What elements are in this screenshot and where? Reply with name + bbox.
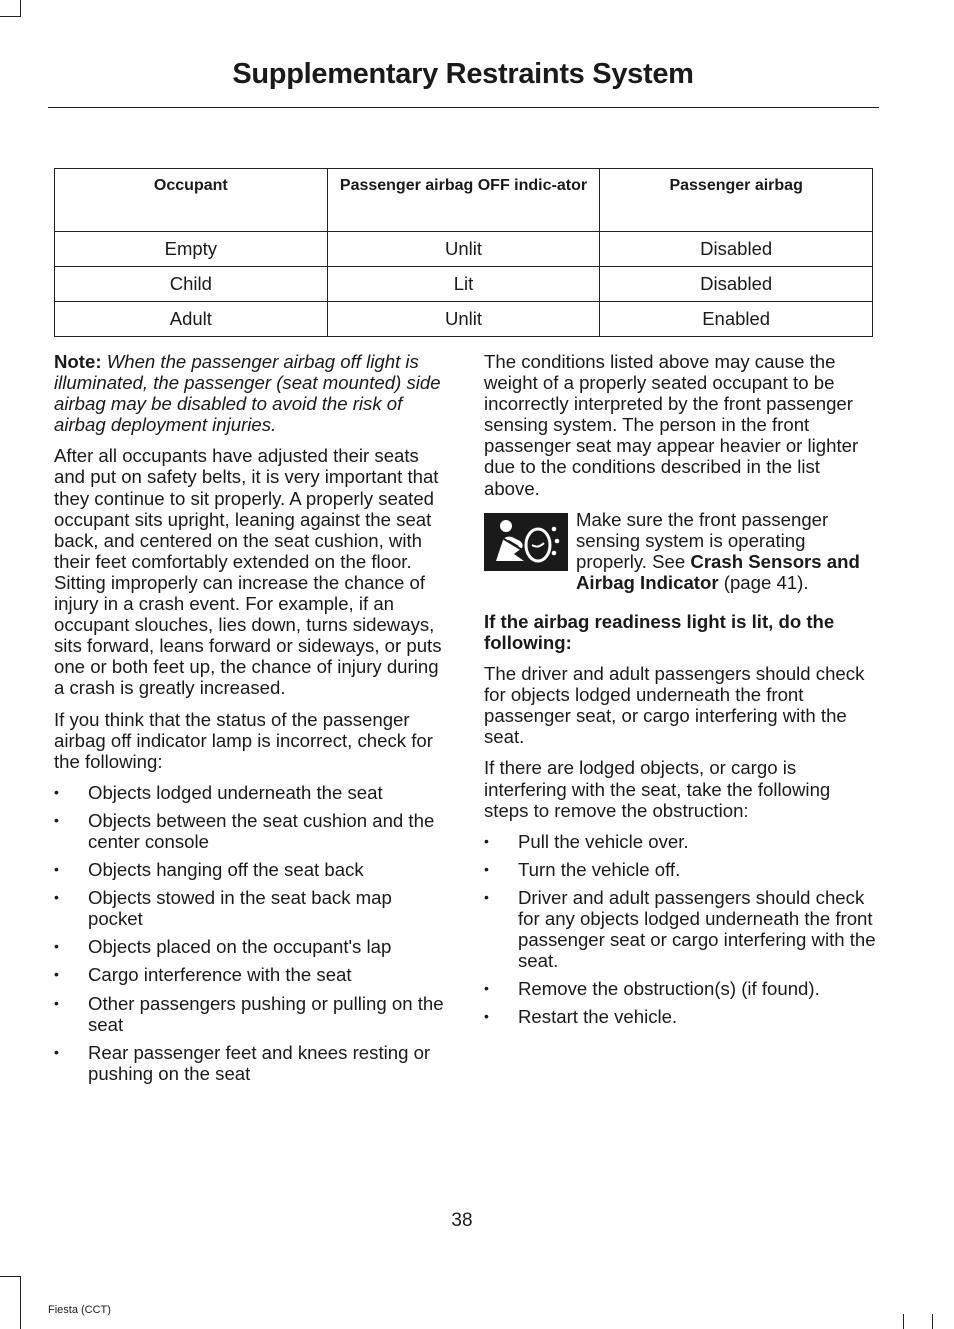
list-item — [54, 964, 446, 985]
table-row — [55, 232, 873, 267]
bullet-icon: • — [484, 980, 489, 997]
note-label: Note: — [54, 351, 102, 372]
list-item-text: Other passengers pushing or pulling on the seat — [88, 992, 444, 1035]
list-item — [54, 1042, 446, 1084]
page-reference: (page 41). — [723, 571, 809, 593]
bullet-icon: • — [54, 811, 59, 828]
crop-mark — [903, 1314, 904, 1329]
table-cell: Empty — [55, 232, 328, 267]
bullet-icon: • — [54, 938, 59, 955]
table-cell: Adult — [55, 302, 328, 337]
list-item-text: Pull the vehicle over. — [518, 830, 689, 852]
airbag-warning-icon — [484, 513, 568, 571]
table-cell: Child — [55, 267, 328, 302]
body-paragraph: After all occupants have adjusted their seats and put on safety belts, it is very important that they continue to sit properly. A properly seated occupant sits upright, leaning against the seat back, and centered on the seat cushion, with their feet comfortably extended on the floor. Sitting improperly can increase the chance of injury in a crash event. For example, if an occupant slouches, lies down, turns sideways, sits forward, leans forward or sideways, or puts one or both feet up, the chance of injury during a crash is greatly increased. — [54, 445, 442, 699]
list-item-text: Cargo interference with the seat — [88, 964, 352, 986]
table-cell: Unlit — [327, 232, 600, 267]
airbag-status-table — [54, 168, 873, 337]
bullet-icon: • — [484, 888, 489, 905]
body-paragraph: If there are lodged objects, or cargo is interfering with the seat, take the following steps to remove the obstruction: — [484, 757, 831, 821]
table-header-row — [55, 169, 873, 232]
crop-mark — [0, 16, 20, 17]
page-title: Supplementary Restraints System — [232, 58, 694, 90]
steps-list — [484, 831, 876, 1028]
list-item — [484, 887, 876, 971]
crop-mark — [0, 1276, 20, 1277]
crop-mark — [932, 1314, 933, 1329]
bullet-icon: • — [54, 889, 59, 906]
list-item-text: Objects hanging off the seat back — [88, 859, 364, 881]
bullet-icon: • — [54, 783, 59, 800]
list-item — [54, 936, 446, 957]
table-header-cell: Passenger airbag — [600, 169, 873, 232]
list-item-text: Objects stowed in the seat back map pocket — [88, 887, 392, 930]
list-item-text: Objects between the seat cushion and the center console — [88, 809, 435, 852]
list-item — [54, 810, 446, 852]
table-row — [55, 302, 873, 337]
list-item-text: Objects placed on the occupant's lap — [88, 936, 392, 958]
bullet-icon: • — [484, 832, 489, 849]
list-item — [54, 993, 446, 1035]
table-cell: Disabled — [600, 267, 873, 302]
list-item — [484, 1006, 876, 1027]
crop-mark — [20, 1276, 21, 1329]
list-item — [54, 887, 446, 929]
list-item-text: Objects lodged underneath the seat — [88, 781, 383, 803]
bullet-icon: • — [484, 860, 489, 877]
left-column — [54, 351, 446, 1091]
note-text: When the passenger airbag off light is illuminated, the passenger (seat mounted) side airbag may be disabled to avoid the risk of airbag deployment injuries. — [54, 351, 441, 436]
bullet-icon: • — [54, 966, 59, 983]
airbag-warning-paragraph — [484, 509, 876, 593]
title-rule — [48, 107, 879, 108]
list-item-text: Turn the vehicle off. — [518, 858, 681, 880]
section-subheading: If the airbag readiness light is lit, do the following: — [484, 611, 835, 654]
table-cell: Lit — [327, 267, 600, 302]
cross-reference-link[interactable]: Crash Sensors and Airbag Indicator — [576, 550, 860, 593]
table-header-cell: Passenger airbag OFF indic-ator — [327, 169, 600, 232]
bullet-icon: • — [54, 1043, 59, 1060]
footer-label: Fiesta (CCT) — [48, 1304, 111, 1316]
body-paragraph: The driver and adult passengers should check for objects lodged underneath the front passenger seat, or cargo interfering with the seat. — [484, 663, 865, 748]
list-item — [484, 859, 876, 880]
body-paragraph: The conditions listed above may cause the weight of a properly seated occupant to be incorrectly interpreted by the front passenger sensing system. The person in the front passenger seat may appear heavier or lighter due to the conditions described in the list above. — [484, 351, 859, 499]
note-paragraph — [54, 351, 446, 435]
list-item-text: Remove the obstruction(s) (if found). — [518, 978, 820, 1000]
bullet-icon: • — [54, 861, 59, 878]
table-cell: Disabled — [600, 232, 873, 267]
check-list — [54, 782, 446, 1084]
table-header-cell: Occupant — [55, 169, 328, 232]
table-cell: Unlit — [327, 302, 600, 337]
bullet-icon: • — [54, 994, 59, 1011]
crop-mark — [20, 0, 21, 17]
table-cell: Enabled — [600, 302, 873, 337]
table-row — [55, 267, 873, 302]
list-item — [484, 831, 876, 852]
list-item — [484, 978, 876, 999]
list-item-text: Driver and adult passengers should check for any objects lodged underneath the front passenger seat or cargo interfering with the seat. — [518, 886, 876, 972]
list-item — [54, 782, 446, 803]
right-column — [484, 351, 876, 1034]
list-item-text: Restart the vehicle. — [518, 1006, 678, 1028]
list-item — [54, 859, 446, 880]
list-item-text: Rear passenger feet and knees resting or pushing on the seat — [88, 1041, 431, 1084]
body-paragraph: If you think that the status of the passenger airbag off indicator lamp is incorrect, check for the following: — [54, 708, 433, 772]
airbag-warning-text: Make sure the front passenger sensing system is operating properly. See — [576, 508, 829, 572]
bullet-icon: • — [484, 1008, 489, 1025]
page-number: 38 — [451, 1210, 473, 1231]
